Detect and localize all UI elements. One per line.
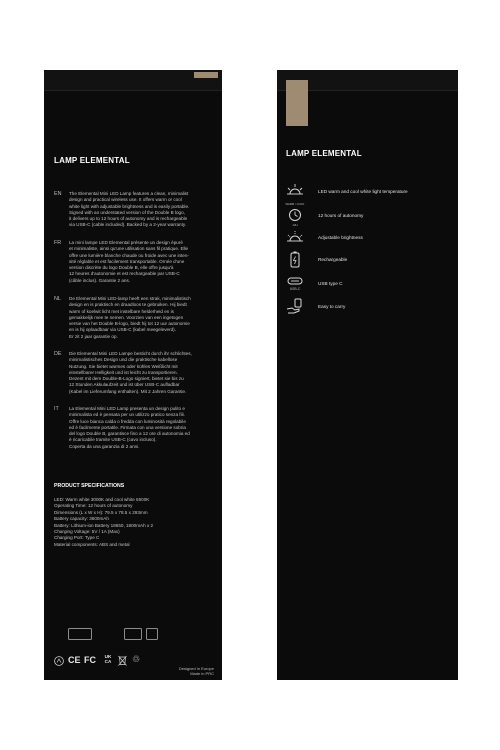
spec-item: Battery: Lithium-ion Battery 18650, 1800mAh x 2 xyxy=(54,522,154,528)
product-title: LAMP ELEMENTAL xyxy=(54,156,130,165)
feature-label: Adjustable brightness xyxy=(318,235,363,240)
spec-item: Dimensions (L x W x H): 79.5 x 78.5 x 293mm xyxy=(54,509,148,515)
feature-usb-c xyxy=(285,274,455,296)
description-text: De Elemental Mini LED-lamp heeft een strak, minimalistisch design en is praktisch en draadloos te gebruiken. Hij biedt warm of koelwit licht met instelbare helderheid en is gemakkelijk mee te nemen. Voorzien van een ingetogen versie van het Double B-logo, biedt hij tot 12 uur autonomie en is hij oplaadbaar via USB-C (kabel meegeleverd). Er zit 2 jaar garantie op. xyxy=(69,296,191,339)
feature-brightness xyxy=(285,228,455,250)
specs-title: PRODUCT SPECIFICATIONS xyxy=(54,483,125,489)
ukca-mark-icon: UK CA xyxy=(104,654,112,664)
feature-label: 12 hours of autonomy xyxy=(318,213,364,218)
description-text: The Elemental Mini LED Lamp features a clean, minimalist design and practical wireless use. It offers warm or cool white light with adjustable brightness and is easily portable. Signed with an understated version of the Double B logo, it delivers up to 12 hours of autonomy and is rechargeable via USB-C (cable included). Backed by a 2-year warranty. xyxy=(69,191,190,228)
feature-light-temperature xyxy=(285,182,455,204)
warm-cool-light-icon xyxy=(285,182,305,202)
language-code: DE xyxy=(54,351,62,357)
spec-item: Charging Port: Type C xyxy=(54,535,100,541)
weee-bin-icon xyxy=(118,655,127,666)
spec-item: Charging Voltage: 5V / 1A (Max) xyxy=(54,529,120,535)
description-text: La mini lampe LED Elemental présente un design épuré et minimaliste, ainsi qu'une utilisation sans fil pratique. Elle offre une lumière blanche chaude ou froide avec une inten- sité réglable et est facilement transportable. Ornée d'une version discrète du logo Double B, elle offre jusqu'à 12 heures d'autonomie et est rechargeable par USB-C (câble inclus). Garantie 2 ans. xyxy=(69,240,189,283)
box-side-panel xyxy=(277,70,458,680)
product-title: LAMP ELEMENTAL xyxy=(286,149,362,158)
fcc-mark-icon: FC xyxy=(84,655,96,665)
icon-caption: WARM / COOL xyxy=(285,202,305,206)
feature-label: Easy to carry xyxy=(318,304,346,309)
feature-portable xyxy=(285,297,455,319)
tidyman-icon xyxy=(54,656,64,666)
icon-caption: USB-C xyxy=(289,287,301,291)
tan-accent-block xyxy=(286,80,308,126)
feature-label: Rechargeable xyxy=(318,257,348,262)
sorting-info-icon xyxy=(68,628,92,640)
language-code: FR xyxy=(54,240,62,246)
specs-list xyxy=(54,497,214,548)
description-text: La Elemental Mini LED Lamp presenta un design pulito e minimalista ed è pensata per un utilizzo pratico senza fili. Offre luce bianca calda o fredda con luminosità regolabile ed è facilmente portatile. Firmata con una versione sobria del logo Double B, garantisce fino a 12 ore di autonomia ed è ricaricabile tramite USB-C (cavo incluso). Coperta da una garanzia di 2 anni. xyxy=(69,406,190,449)
icon-caption: 12H xyxy=(292,223,298,227)
recycling-info-icon xyxy=(124,628,142,640)
battery-icon xyxy=(285,250,305,270)
made-in: Made in PRC xyxy=(190,671,214,677)
hand-carry-icon xyxy=(285,297,305,317)
language-code: EN xyxy=(54,191,62,197)
usb-c-icon xyxy=(285,274,305,294)
spec-item: Operating Time: 12 hours of autonomy xyxy=(54,503,133,509)
brightness-icon xyxy=(285,228,305,248)
description-text: Die Elemental Mini LED Lampe besticht durch ihr schlichtes, minimalistisches Design und die praktische kabellose Nutzung. Sie bietet warmes oder kühles Weißlicht mit einstellbarer Helligkeit und ist leicht zu transportieren. Dezent mit dem Double-B-Logo signiert, bietet sie bis zu 12 Stunden Akkulaufzeit und ist über USB-C aufladbar (Kabel im Lieferumfang enthalten). Mit 2 Jahren Garantie. xyxy=(69,351,192,394)
origin-info xyxy=(179,666,214,677)
spec-item: Material components: ABS and metal xyxy=(54,541,130,547)
feature-label: USB type C xyxy=(318,281,343,286)
ce-mark-icon: CE xyxy=(68,655,81,665)
spec-item: LED: Warm white 3000K and cool white 6500K xyxy=(54,497,150,502)
packaging-info-icon xyxy=(146,628,158,640)
language-code: IT xyxy=(54,406,59,412)
recycle-icon: ♲ xyxy=(132,654,141,664)
feature-label: LED warm and cool white light temperature xyxy=(318,189,408,194)
language-code: NL xyxy=(54,296,61,302)
feature-rechargeable xyxy=(285,250,455,272)
spec-item: Battery capacity: 3600mAh xyxy=(54,516,109,522)
designed-in: Designed in Europe xyxy=(178,666,214,671)
box-back-panel xyxy=(44,70,222,680)
feature-autonomy xyxy=(285,206,455,228)
tan-accent-strip xyxy=(194,72,218,78)
